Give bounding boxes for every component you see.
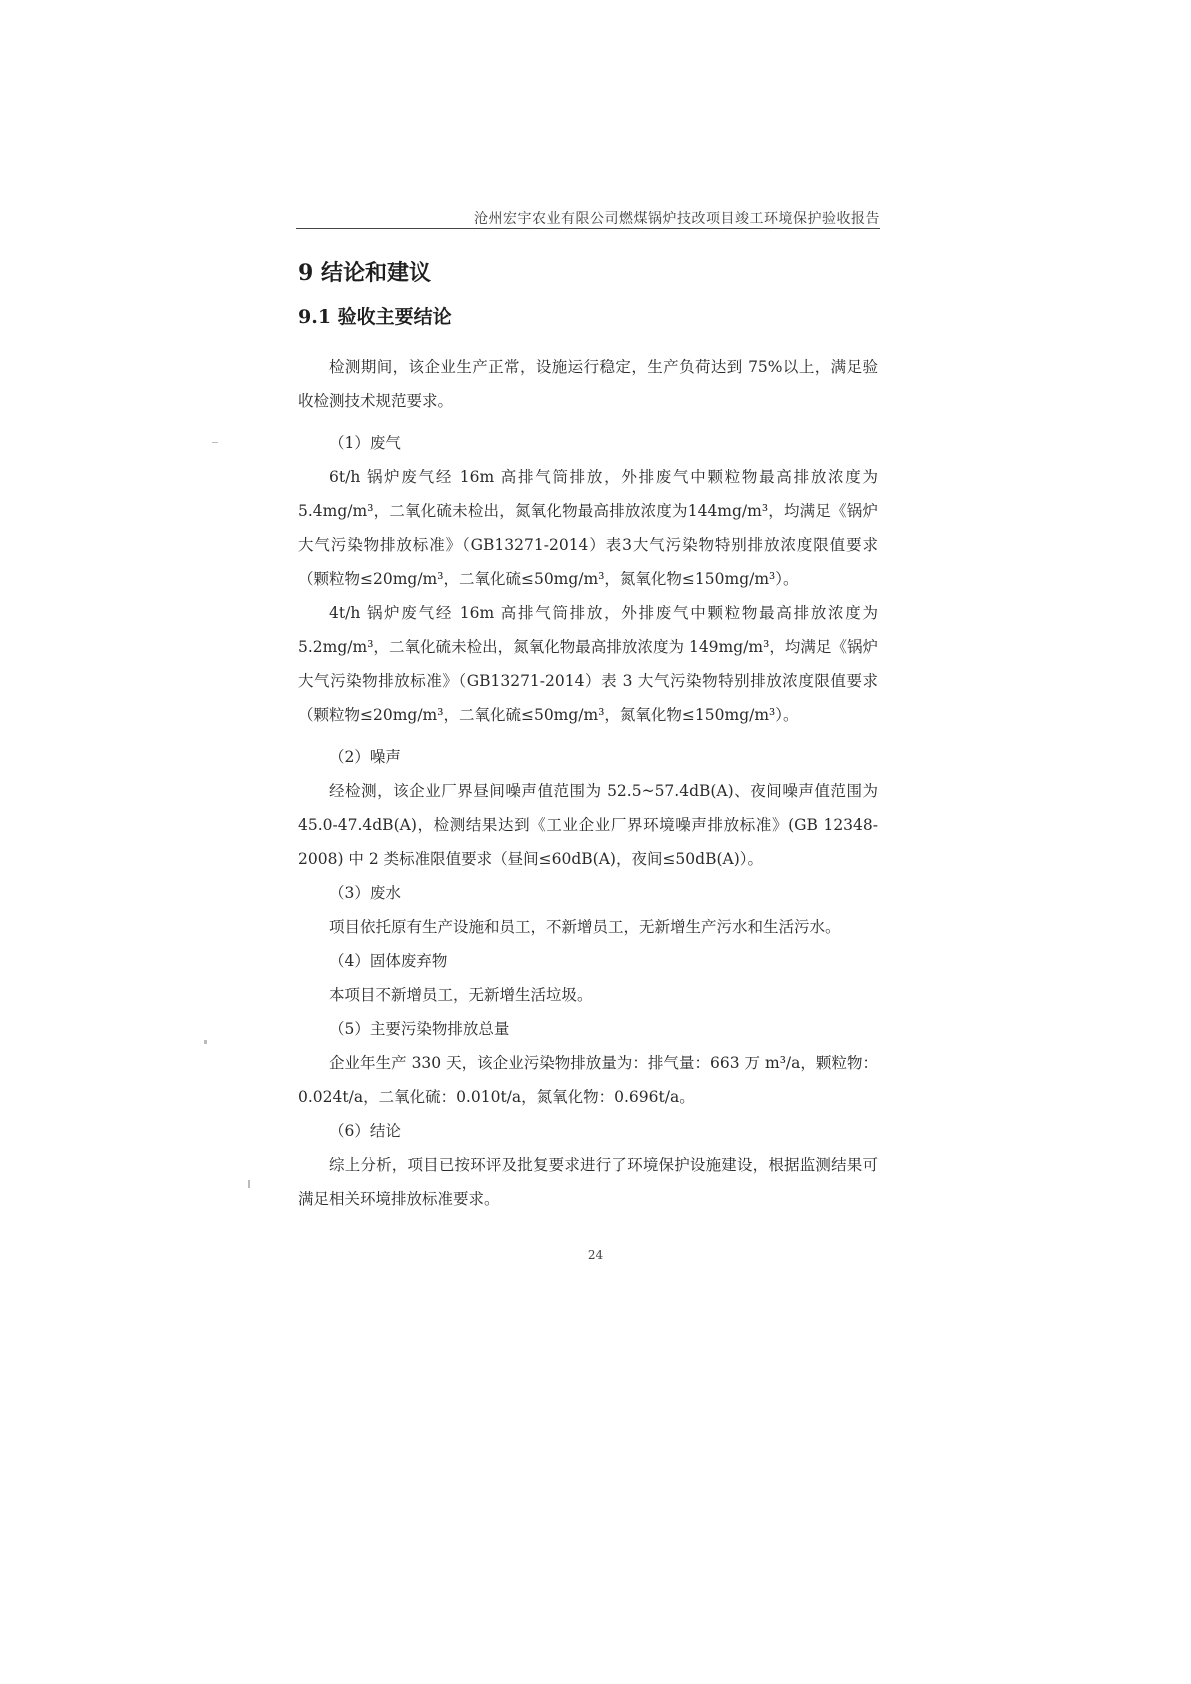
header-rule [296,228,880,229]
water-paragraph: 项目依托原有生产设施和员工，不新增员工，无新增生产污水和生活污水。 [329,918,841,936]
body-text [298,350,878,1216]
chapter-title: 9 结论和建议 [298,260,431,286]
gas-heading: （1）废气 [329,434,401,452]
scan-speck [248,1180,250,1188]
total-paragraph: 企业年生产 330 天，该企业污染物排放量为：排气量：663 万 m³/a，颗粒物：0.024t/a，二氧化硫：0.010t/a，氮氧化物：0.696t/a。 [298,1054,878,1106]
solid-heading: （4）固体废弃物 [329,952,448,970]
gas-6t-paragraph: 6t/h 锅炉废气经 16m 高排气筒排放，外排废气中颗粒物最高排放浓度为 5.4mg/m³，二氧化硫未检出，氮氧化物最高排放浓度为144mg/m³，均满足《锅炉大气污染物排放标准》（GB13271-2014）表3大气污染物特别排放浓度限值要求（颗粒物≤20mg/m³，二氧化硫≤50mg/m³，氮氧化物≤150mg/m³）。 [298,468,878,588]
scan-speck [212,442,218,443]
page-number: 24 [587,1248,604,1262]
section-title: 9.1 验收主要结论 [298,306,452,328]
intro-paragraph: 检测期间，该企业生产正常，设施运行稳定，生产负荷达到 75%以上，满足验收检测技术规范要求。 [298,358,878,410]
total-heading: （5）主要污染物排放总量 [329,1020,510,1038]
running-header: 沧州宏宇农业有限公司燃煤锅炉技改项目竣工环境保护验收报告 [474,211,880,227]
conclusion-paragraph: 综上分析，项目已按环评及批复要求进行了环境保护设施建设，根据监测结果可满足相关环境排放标准要求。 [298,1156,878,1208]
solid-paragraph: 本项目不新增员工，无新增生活垃圾。 [329,986,593,1004]
noise-heading: （2）噪声 [329,748,401,766]
gas-4t-paragraph: 4t/h 锅炉废气经 16m 高排气筒排放，外排废气中颗粒物最高排放浓度为 5.2mg/m³，二氧化硫未检出，氮氧化物最高排放浓度为 149mg/m³，均满足《锅炉大气污染物排放标准》（GB13271-2014）表 3 大气污染物特别排放浓度限值要求（颗粒物≤20mg/m³，二氧化硫≤50mg/m³，氮氧化物≤150mg/m³）。 [298,604,878,724]
water-heading: （3）废水 [329,884,401,902]
conclusion-heading: （6）结论 [329,1122,401,1140]
noise-paragraph: 经检测，该企业厂界昼间噪声值范围为 52.5~57.4dB(A)、夜间噪声值范围为 45.0-47.4dB(A)，检测结果达到《工业企业厂界环境噪声排放标准》(GB 12348-2008) 中 2 类标准限值要求（昼间≤60dB(A)，夜间≤50dB(A)）。 [298,782,878,868]
scan-speck [204,1040,207,1044]
